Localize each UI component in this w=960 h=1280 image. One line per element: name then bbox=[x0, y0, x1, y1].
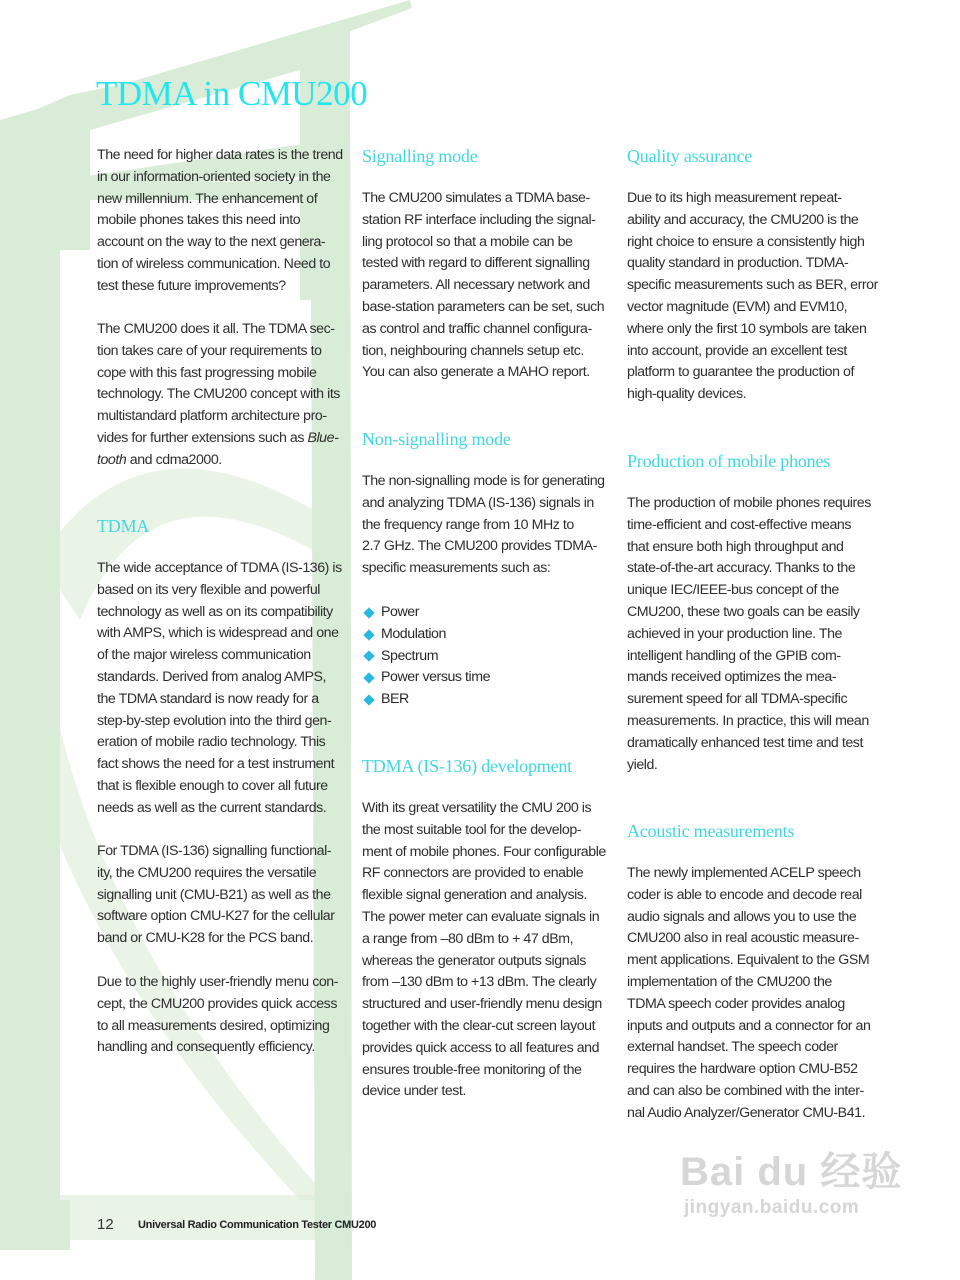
production-paragraph: The production of mobile phones requires time-efficient and cost-effective means that ensure both high throughput and state-of-the-art accuracy. Thanks to the unique IEC/IEEE-bus concept of the CMU200, these two goals can be easily achieved in your production line. The intelligent handling of the GPIB com- mands received optimizes the mea- surement speed for all TDMA-specific measurements. In practice, this will mean dramatically enhanced test time and test yield. bbox=[627, 495, 871, 773]
acoustic-paragraph: The newly implemented ACELP speech coder is able to encode and decode real audio signals and allows you to use the CMU200 also in real acoustic measure- ment applications. Equivalent to the GSM implementation of the CMU200 the TDMA speech coder provides analog inputs and outputs and a connector for an external handset. The speech coder requires the hardware option CMU-B52 and can also be combined with the inter- nal Audio Analyzer/Generator CMU-B41. bbox=[627, 865, 871, 1121]
tdma-paragraph: The wide acceptance of TDMA (IS-136) is based on its very flexible and powerful technology as well as on its compatibility with AMPS, which is widespread and one of the major wireless communication standards. Derived from analog AMPS, the TDMA standard is now ready for a step-by-step evolution into the third gen- eration of mobile radio technology. This fact shows the need for a test instrument that is flexible enough to cover all future needs as well as the current standards. bbox=[97, 560, 342, 816]
list-item bbox=[362, 689, 490, 711]
list-item bbox=[362, 667, 490, 689]
menu-concept-paragraph: Due to the highly user-friendly menu con- cept, the CMU200 provides quick access to all measurements desired, optimizing handling and consequently efficiency. bbox=[97, 974, 338, 1056]
non-signalling-paragraph: The non-signalling mode is for generating and analyzing TDMA (IS-136) signals in the frequency range from 10 MHz to 2.7 GHz. The CMU200 provides TDMA- specific measurements such as: bbox=[362, 473, 605, 577]
heading-signalling-mode: Signalling mode bbox=[362, 146, 478, 166]
heading-tdma-development: TDMA (IS-136) development bbox=[362, 756, 572, 776]
list-item-label: Modulation bbox=[381, 625, 446, 642]
heading-production: Production of mobile phones bbox=[627, 451, 831, 471]
heading-tdma: TDMA bbox=[97, 516, 150, 536]
list-item-label: BER bbox=[381, 691, 409, 708]
page-title: TDMA in CMU200 bbox=[96, 74, 368, 113]
quality-paragraph: Due to its high measurement repeat- ability and accuracy, the CMU200 is the right choice to ensure a consistently high quality standard in production. TDMA- specific measurements such as BER, error vector magnitude (EVM) and EVM10, where only the first 10 symbols are taken into account, provide an excellent test platform to guarantee the production of high-quality devices. bbox=[627, 190, 878, 403]
heading-quality-assurance: Quality assurance bbox=[627, 146, 753, 166]
signalling-paragraph: The CMU200 simulates a TDMA base- station RF interface including the signal- ling protocol so that a mobile can be tested with regard to different signalling parameters. All necessary network and base-station parameters can be set, such as control and traffic channel configura- tion, neighbouring channels setup etc. You can also generate a MAHO report. bbox=[362, 190, 605, 381]
development-paragraph: With its great versatility the CMU 200 is the most suitable tool for the develop- ment of mobile phones. Four configurable RF connectors are provided to enable flexible signal generation and analysis. The power meter can evaluate signals in a range from –80 dBm to + 47 dBm, whereas the generator outputs signals from –130 dBm to +13 dBm. The clearly structured and user-friendly menu design together with the clear-cut screen layout provides quick access to all features and ensures trouble-free monitoring of the device under test. bbox=[362, 800, 606, 1100]
diamond-bullet-icon bbox=[363, 673, 374, 684]
list-item-label: Power bbox=[381, 604, 419, 620]
bluetooth-text: Blue- tooth bbox=[97, 429, 339, 468]
page-number: 12 bbox=[97, 1216, 114, 1233]
diamond-bullet-icon bbox=[363, 629, 374, 640]
list-item bbox=[362, 602, 490, 624]
watermark-brand: Bai du 经验 bbox=[680, 1150, 903, 1194]
cmu200-text: The CMU200 does it all. The TDMA sec- tion takes care of your requirements to cope with this fast progressing mobile technology. The CMU200 concept with its multistandard platform architecture pro- vides for further extensions such as bbox=[97, 321, 340, 446]
diamond-bullet-icon bbox=[363, 607, 374, 618]
list-item-label: Spectrum bbox=[381, 647, 439, 664]
list-item bbox=[362, 646, 490, 668]
measurement-list bbox=[362, 602, 490, 711]
watermark-url: jingyan.baidu.com bbox=[684, 1197, 860, 1218]
heading-acoustic-measurements: Acoustic measurements bbox=[627, 821, 795, 841]
baidu-watermark-logo bbox=[680, 1140, 902, 1219]
list-item bbox=[362, 624, 490, 646]
intro-paragraph: The need for higher data rates is the trend in our information-oriented society in the new millennium. The enhancement of mobile phones takes this need into account on the way to the next genera- tion of wireless communication. Need to test these future improvements? bbox=[97, 147, 343, 294]
heading-non-signalling-mode: Non-signalling mode bbox=[362, 429, 511, 449]
list-item-label: Power versus time bbox=[381, 669, 491, 686]
cdma-text: and cdma2000. bbox=[126, 451, 222, 468]
signalling-functionality-paragraph: For TDMA (IS-136) signalling functional- ity, the CMU200 requires the versatile signalling unit (CMU-B21) as well as the software option CMU-K27 for the cellular band or CMU-K28 for the PCS band. bbox=[97, 843, 335, 947]
footer-title: Universal Radio Communication Tester CMU200 bbox=[138, 1219, 377, 1231]
diamond-bullet-icon bbox=[363, 694, 374, 705]
diamond-bullet-icon bbox=[363, 651, 374, 662]
cmu200-paragraph bbox=[97, 319, 340, 472]
